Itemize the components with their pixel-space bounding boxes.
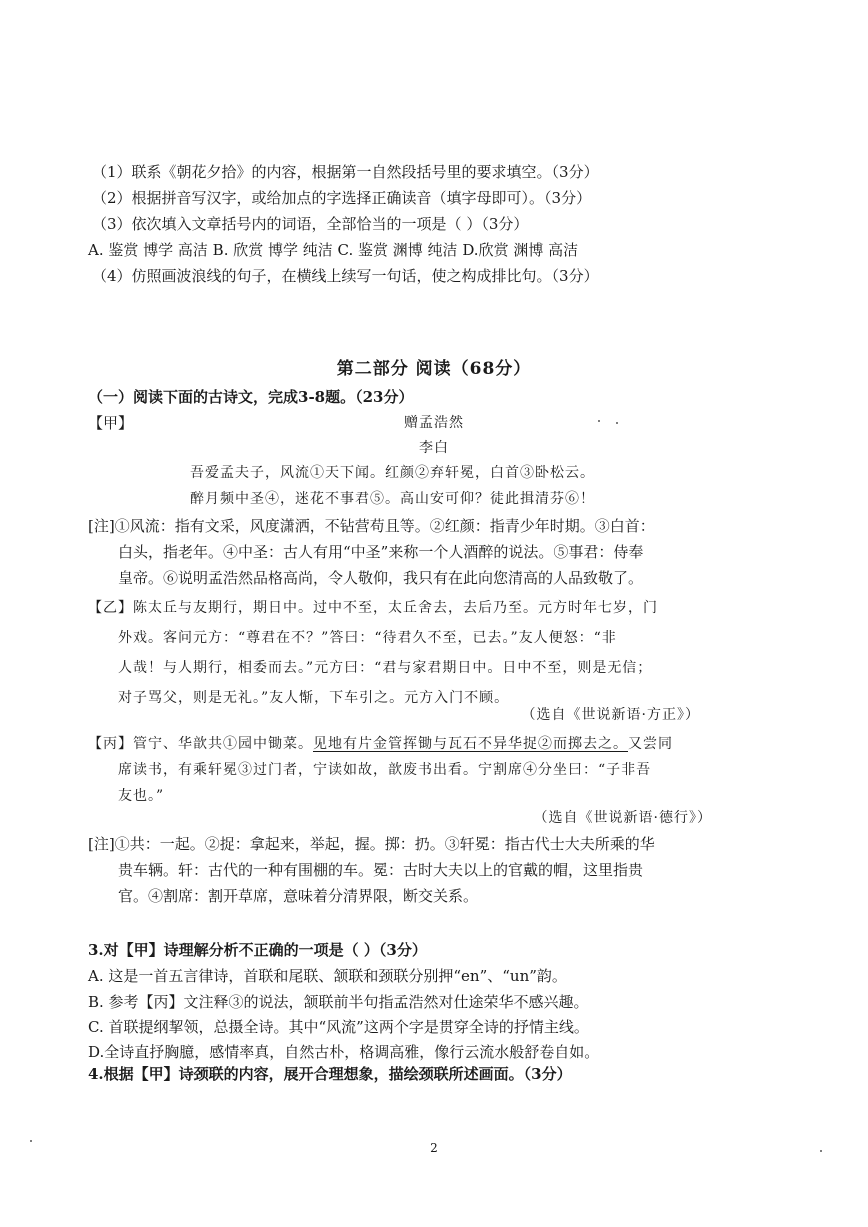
scan-speck	[820, 1150, 822, 1152]
bing-note-line: 官。④割席：割开草席，意味着分清界限，断交关系。	[118, 887, 479, 905]
part2-title: 第二部分 阅读（68分）	[336, 359, 532, 379]
scan-speck	[598, 420, 600, 422]
jia-note-line: [注]①风流：指有文采，风度潇洒，不钻营苟且等。②红颜：指青少年时期。③白首：	[88, 517, 655, 535]
yi-text-line: 外戏。客问元方：“尊君在不？”答曰：“待君久不至，已去。”友人便怒：“非	[118, 630, 617, 646]
poem-author: 李白	[419, 440, 449, 456]
jia-label: 【甲】	[88, 414, 134, 432]
bing-text-line-1	[88, 734, 673, 754]
yi-text-line: 【乙】陈太丘与友期行，期日中。过中不至，太丘舍去，去后乃至。元方时年七岁，门	[88, 600, 658, 616]
question-3-choice: D.全诗直抒胸臆，感情率真，自然古朴，格调高雅，像行云流水般舒卷自如。	[88, 1043, 600, 1061]
jia-note-line: 皇帝。⑥说明孟浩然品格高尚，令人敬仰，我只有在此向您清高的人品致敬了。	[118, 569, 644, 587]
poem-title: 赠孟浩然	[404, 415, 464, 431]
bing-underlined-sentence: 见地有片金管挥锄与瓦石不异华捉②而掷去之。	[313, 736, 628, 752]
question-3-choice: A. 这是一首五言律诗，首联和尾联、颔联和颈联分别押“en”、“un”韵。	[88, 967, 567, 985]
scan-speck	[616, 422, 618, 424]
scan-speck	[30, 1140, 32, 1142]
question-3-stem: 3.对【甲】诗理解分析不正确的一项是（ ）（3分）	[88, 941, 427, 959]
jia-note-line: 白头，指老年。④中圣：古人有用“中圣”来称一个人酒醉的说法。⑤事君：侍奉	[118, 543, 644, 561]
poem-line-2: 醉月频中圣④，迷花不事君⑤。高山安可仰？徒此揖清芬⑥！	[190, 491, 595, 507]
question-1: （1）联系《朝花夕拾》的内容，根据第一自然段括号里的要求填空。（3分）	[92, 163, 599, 181]
question-3-choice: C. 首联提纲挈领，总摄全诗。其中“风流”这两个字是贯穿全诗的抒情主线。	[88, 1018, 589, 1036]
question-3-choice: B. 参考【丙】文注释③的说法，颔联前半句指孟浩然对仕途荣华不感兴趣。	[88, 993, 589, 1011]
page-number: 2	[430, 1141, 438, 1155]
yi-text-line: 对子骂父，则是无礼。”友人惭，下车引之。元方入门不顾。	[118, 690, 510, 706]
bing-note-line: 贵车辆。轩：古代的一种有围棚的车。冕：古时大夫以上的官戴的帽，这里指贵	[118, 861, 644, 879]
bing-text-part: 又尝同	[628, 736, 673, 752]
question-4-stem: 4.根据【甲】诗颈联的内容，展开合理想象，描绘颈联所述画面。（3分）	[88, 1065, 572, 1083]
bing-text-part: 【丙】管宁、华歆共①园中锄菜。	[88, 736, 313, 752]
question-3-options: A. 鉴赏 博学 高洁 B. 欣赏 博学 纯洁 C. 鉴赏 渊博 纯洁 D.欣赏 渊博 高洁	[88, 241, 579, 259]
yi-source: （选自《世说新语·方正》）	[521, 707, 700, 723]
bing-text-line-3: 友也。”	[118, 788, 165, 804]
poem-line-1: 吾爱孟夫子，风流①天下闻。红颜②弃轩冕，白首③卧松云。	[190, 465, 595, 481]
question-4: （4）仿照画波浪线的句子，在横线上续写一句话，使之构成排比句。（3分）	[92, 267, 599, 285]
section1-heading: （一）阅读下面的古诗文，完成3-8题。（23分）	[88, 388, 414, 406]
question-3: （3）依次填入文章括号内的词语，全部恰当的一项是（ ）（3分）	[92, 215, 529, 233]
question-2: （2）根据拼音写汉字，或给加点的字选择正确读音（填字母即可）。（3分）	[92, 189, 592, 207]
bing-source: （选自《世说新语·德行》）	[533, 810, 712, 826]
bing-text-line-2: 席读书，有乘轩冕③过门者，宁读如故，歆废书出看。宁割席④分坐曰：“子非吾	[118, 762, 652, 778]
yi-text-line: 人哉！与人期行，相委而去。”元方曰：“君与家君期日中。日中不至，则是无信；	[118, 660, 653, 676]
bing-note-line: [注]①共：一起。②捉：拿起来，举起，握。掷：扔。③轩冕：指古代士大夫所乘的华	[88, 835, 655, 853]
